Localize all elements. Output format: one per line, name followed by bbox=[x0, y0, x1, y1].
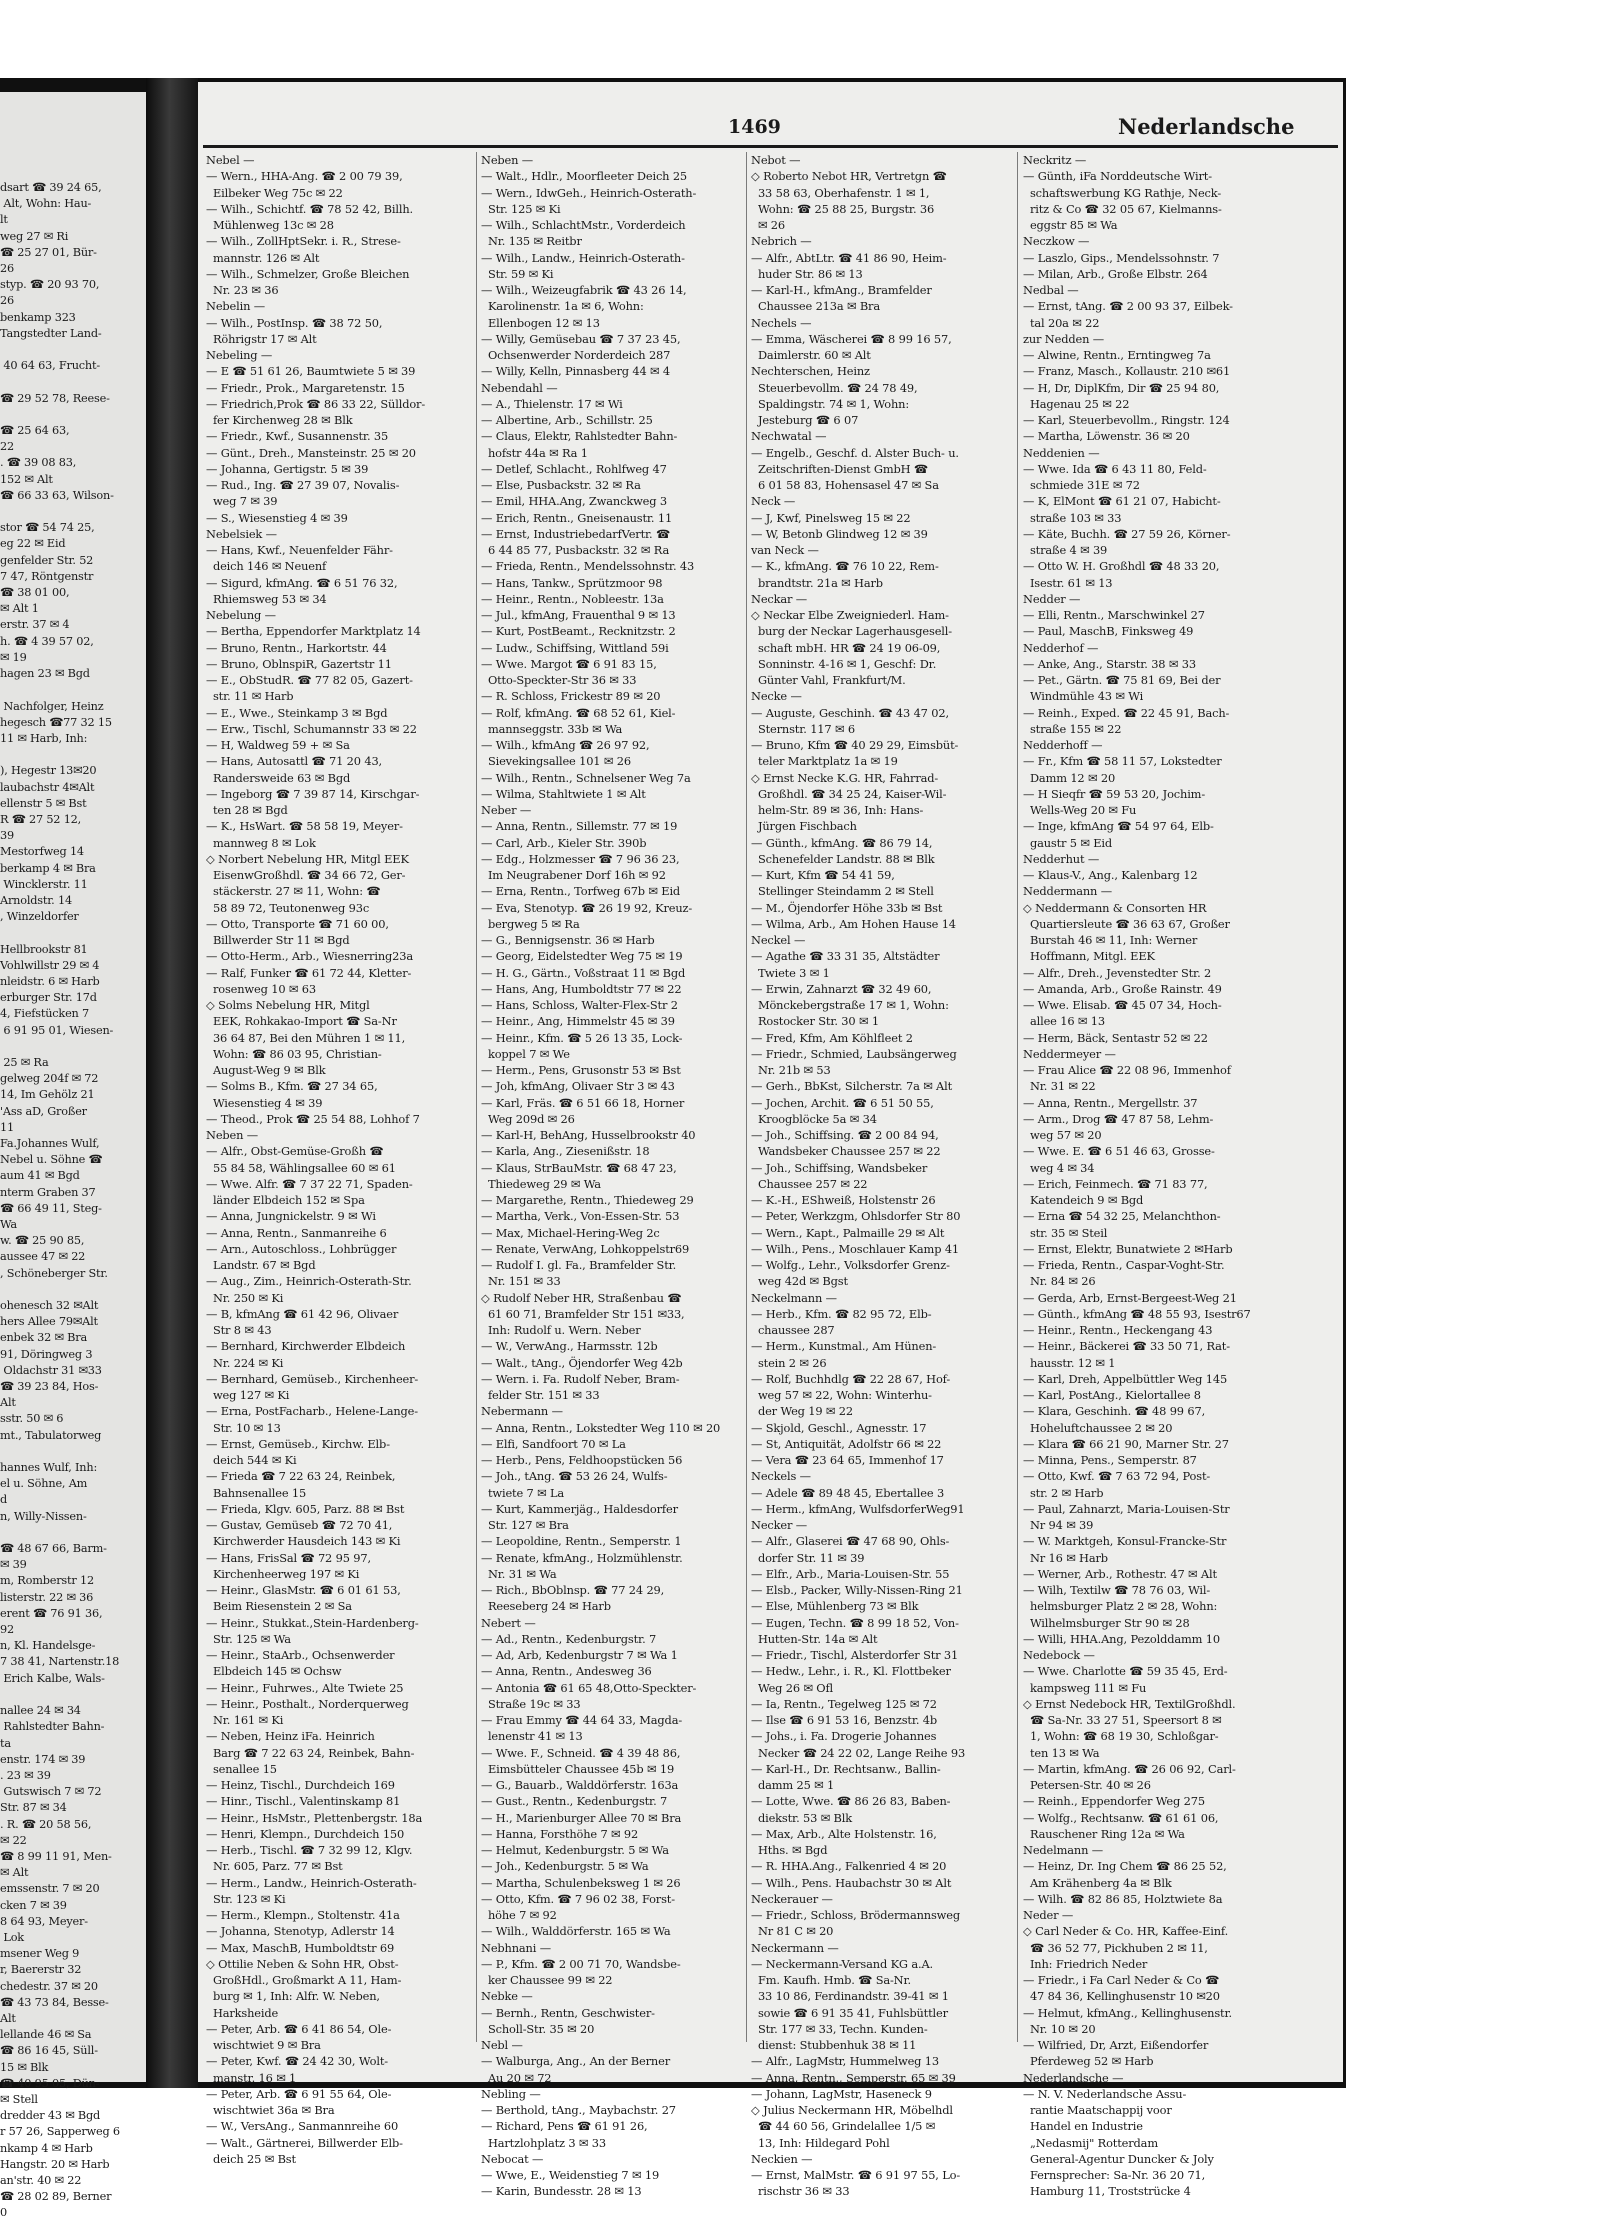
column-divider bbox=[476, 152, 477, 2042]
book-gutter bbox=[146, 78, 198, 2088]
header-rule bbox=[203, 145, 1338, 148]
directory-column-1: Nebel — — Wern., HHA-Ang. ☎ 2 00 79 39, Eilbeker Weg 75c ✉ 22 — Wilh., Schichtf. ☎ 78 52 42, Billh. Mühlenweg 13c ✉ 28 — Wilh., ZollHptSekr. i. R., Strese- mannstr. 126 ✉ Alt — Wilh., Schmelzer, Große Bleichen Nr. 23 ✉ 36 Nebelin — — Wilh., PostInsp. ☎ 38 72 50, Röhrigstr 17 ✉ Alt Nebeling — — E ☎ 51 61 26, Baumtwiete 5 ✉ 39 — Friedr., Prok., Margaretenstr. 15 — Friedrich,Prok ☎ 86 33 22, Sülldor- fer Kirchenweg 28 ✉ Blk — Friedr., Kwf., Susannenstr. 35 — Günt., Dreh., Mansteinstr. 25 ✉ 20 — Johanna, Gertigstr. 5 ✉ 39 — Rud., Ing. ☎ 27 39 07, Novalis- weg 7 ✉ 39 — S., Wiesenstieg 4 ✉ 39 Nebelsiek — — Hans, Kwf., Neuenfelder Fähr- deich 146 ✉ Neuenf — Sigurd, kfmAng. ☎ 6 51 76 32, Rhiemsweg 53 ✉ 34 Nebelung — — Bertha, Eppendorfer Marktplatz 14 — Bruno, Rentn., Harkortstr. 44 — Bruno, OblnspiR, Gazertstr 11 — E., ObStudR. ☎ 77 82 05, Gazert- str. 11 ✉ Harb — E., Wwe., Steinkamp 3 ✉ Bgd — Erw., Tischl, Schumannstr 33 ✉ 22 — H, Waldweg 59 + ✉ Sa — Hans, Autosattl ☎ 71 20 43, Randersweide 63 ✉ Bgd — Ingeborg ☎ 7 39 87 14, Kirschgar- ten 28 ✉ Bgd — K., HsWart. ☎ 58 58 19, Meyer- mannweg 8 ✉ Lok ◇ Norbert Nebelung HR, Mitgl EEK EisenwGroßhdl. ☎ 34 66 72, Ger- stäckerstr. 27 ✉ 11, Wohn: ☎ 58 89 72, Teutonenweg 93c — Otto, Transporte ☎ 71 60 00, Billwerder Str 11 ✉ Bgd — Otto-Herm., Arb., Wiesnerring23a — Ralf, Funker ☎ 61 72 44, Kletter- rosenweg 10 ✉ 63 ◇ Solms Nebelung HR, Mitgl EEK, Rohkakao-Import ☎ Sa-Nr 36 64 87, Bei den Mühren 1 ✉ 11, Wohn: ☎ 86 03 95, Christian- August-Weg 9 ✉ Blk — Solms B., Kfm. ☎ 27 34 65, Wiesenstieg 4 ✉ 39 — Theod., Prok ☎ 25 54 88, Lohhof 7 Neben — — Alfr., Obst-Gemüse-Großh ☎ 55 84 58, Wählingsallee 60 ✉ 61 — Wwe. Alfr. ☎ 7 37 22 71, Spaden- länder Elbdeich 152 ✉ Spa — Anna, Jungnickelstr. 9 ✉ Wi — Anna, Rentn., Sanmanreihe 6 — Arn., Autoschloss., Lohbrügger Landstr. 67 ✉ Bgd — Aug., Zim., Heinrich-Osterath-Str. Nr. 250 ✉ Ki — B, kfmAng ☎ 61 42 96, Olivaer Str 8 ✉ 43 — Bernhard, Kirchwerder Elbdeich Nr. 224 ✉ Ki — Bernhard, Gemüseb., Kirchenheer- weg 127 ✉ Ki — Erna, PostFacharb., Helene-Lange- Str. 10 ✉ 13 — Ernst, Gemüseb., Kirchw. Elb- deich 544 ✉ Ki — Frieda ☎ 7 22 63 24, Reinbek, Bahnsenallee 15 — Frieda, Klgv. 605, Parz. 88 ✉ Bst — Gustav, Gemüseb ☎ 72 70 41, Kirchwerder Hausdeich 143 ✉ Ki — Hans, FrisSal ☎ 72 95 97, Kirchenheerweg 197 ✉ Ki — Heinr., GlasMstr. ☎ 6 01 61 53, Beim Riesenstein 2 ✉ Sa — Heinr., Stukkat.,Stein-Hardenberg- Str. 125 ✉ Wa — Heinr., StaArb., Ochsenwerder Elbdeich 145 ✉ Ochsw — Heinr., Fuhrwes., Alte Twiete 25 — Heinr., Posthalt., Norderquerweg Nr. 161 ✉ Ki — Neben, Heinz iFa. Heinrich Barg ☎ 7 22 63 24, Reinbek, Bahn- senallee 15 — Heinz, Tischl., Durchdeich 169 — Hinr., Tischl., Valentinskamp 81 — Heinr., HsMstr., Plettenbergstr. 18a — Henri, Klempn., Durchdeich 150 — Herb., Tischl. ☎ 7 32 99 12, Klgv. Nr. 605, Parz. 77 ✉ Bst — Herm., Landw., Heinrich-Osterath- Str. 123 ✉ Ki — Herm., Klempn., Stoltenstr. 41a — Johanna, Stenotyp, Adlerstr 14 — Max, MaschB, Humboldtstr 69 ◇ Ottilie Neben & Sohn HR, Obst- GroßHdl., Großmarkt A 11, Ham- burg ✉ 1, Inh: Alfr. W. Neben, Harksheide — Peter, Arb. ☎ 6 41 86 54, Ole- wischtwiet 9 ✉ Bra — Peter, Kwf. ☎ 24 42 30, Wolt- manstr. 16 ✉ 1 — Peter, Arb. ☎ 6 91 55 64, Ole- wischtwiet 36a ✉ Bra — W., VersAng., Sanmannreihe 60 — Walt., Gärtnerei, Billwerder Elb- deich 25 ✉ Bst bbox=[206, 153, 426, 2166]
directory-page bbox=[198, 82, 1343, 2199]
left-page-text: dsart ☎ 39 24 65, Alt, Wohn: Hau- lt weg 27 ✉ Ri ☎ 25 27 01, Bür- 26 styp. ☎ 20 93 70, 26 benkamp 323 Tangstedter Land- 40 64 63, Frucht- ☎ 29 52 78, Reese- ☎ 25 64 63, 22 . ☎ 39 08 83, 152 ✉ Alt ☎ 66 33 63, Wilson- stor ☎ 54 74 25, eg 22 ✉ Eid genfelder Str. 52 7 47, Röntgenstr ☎ 38 01 00, ✉ Alt 1 erstr. 37 ✉ 4 h. ☎ 4 39 57 02, ✉ 19 hagen 23 ✉ Bgd Nachfolger, Heinz hegesch ☎77 32 15 11 ✉ Harb, Inh: ), Hegestr 13✉20 laubachstr 4✉Alt ellenstr 5 ✉ Bst R ☎ 27 52 12, 39 Mestorfweg 14 berkamp 4 ✉ Bra Wincklerstr. 11 Arnoldstr. 14 , Winzeldorfer Hellbrookstr 81 Vohlwillstr 29 ✉ 4 nleidstr. 6 ✉ Harb erburger Str. 17d 4, Fiefstücken 7 6 91 95 01, Wiesen- 25 ✉ Ra gelweg 204f ✉ 72 14, Im Gehölz 21 'Ass aD, Großer 11 Fa.Johannes Wulf, Nebel u. Söhne ☎ aum 41 ✉ Bgd nterm Graben 37 ☎ 66 49 11, Steg- Wa w. ☎ 25 90 85, aussee 47 ✉ 22 , Schöneberger Str. ohenesch 32 ✉Alt hers Allee 79✉Alt enbek 32 ✉ Bra 91, Döringweg 3 Oldachstr 31 ✉33 ☎ 39 23 84, Hos- Alt sstr. 50 ✉ 6 mt., Tabulatorweg hannes Wulf, Inh: el u. Söhne, Am d n, Willy-Nissen- ☎ 48 67 66, Barm- ✉ 39 m, Romberstr 12 listerstr. 22 ✉ 36 erent ☎ 76 91 36, 92 n, Kl. Handelsge- 7 38 41, Nartenstr.18 Erich Kalbe, Wals- nallee 24 ✉ 34 Rahlstedter Bahn- ta enstr. 174 ✉ 39 . 23 ✉ 39 Gutswisch 7 ✉ 72 Str. 87 ✉ 34 . R. ☎ 20 58 56, ✉ 22 ☎ 8 99 11 91, Men- ✉ Alt emssenstr. 7 ✉ 20 cken 7 ✉ 39 8 64 93, Meyer- Lok msener Weg 9 r, Baererstr 32 chedestr. 37 ✉ 20 ☎ 43 73 84, Besse- Alt lellande 46 ✉ Sa ☎ 86 16 45, Süll- 15 ✉ Blk ☎ 40 95 05, Dün- ✉ Stell dredder 43 ✉ Bgd r 57 26, Sapperweg 6 nkamp 4 ✉ Harb Hangstr. 20 ✉ Harb an'str. 40 ✉ 22 ☎ 28 02 89, Berner 0 bbox=[0, 181, 120, 2220]
running-head: Nederlandsche bbox=[1118, 114, 1295, 139]
left-page-fragment bbox=[0, 92, 148, 2220]
page-number: 1469 bbox=[728, 116, 781, 138]
column-divider bbox=[1017, 152, 1018, 2042]
directory-column-3: Nebot — ◇ Roberto Nebot HR, Vertretgn ☎ 33 58 63, Oberhafenstr. 1 ✉ 1, Wohn: ☎ 25 88 25, Burgstr. 36 ✉ 26 Nebrich — — Alfr., AbtLtr. ☎ 41 86 90, Heim- huder Str. 86 ✉ 13 — Karl-H., kfmAng., Bramfelder Chaussee 213a ✉ Bra Nechels — — Emma, Wäscherei ☎ 8 99 16 57, Daimlerstr. 60 ✉ Alt Nechterschen, Heinz Steuerbevollm. ☎ 24 78 49, Spaldingstr. 74 ✉ 1, Wohn: Jesteburg ☎ 6 07 Nechwatal — — Engelb., Geschf. d. Alster Buch- u. Zeitschriften-Dienst GmbH ☎ 6 01 58 83, Hohensasel 47 ✉ Sa Neck — — J, Kwf, Pinelsweg 15 ✉ 22 — W, Betonb Glindweg 12 ✉ 39 van Neck — — K., kfmAng. ☎ 76 10 22, Rem- brandtstr. 21a ✉ Harb Neckar — ◇ Neckar Elbe Zweigniederl. Ham- burg der Neckar Lagerhausgesell- schaft mbH. HR ☎ 24 19 06-09, Sonninstr. 4-16 ✉ 1, Geschf: Dr. Günter Vahl, Frankfurt/M. Necke — — Auguste, Geschinh. ☎ 43 47 02, Sternstr. 117 ✉ 6 — Bruno, Kfm ☎ 40 29 29, Eimsbüt- teler Marktplatz 1a ✉ 19 ◇ Ernst Necke K.G. HR, Fahrrad- Großhdl. ☎ 34 25 24, Kaiser-Wil- helm-Str. 89 ✉ 36, Inh: Hans- Jürgen Fischbach — Günth., kfmAng. ☎ 86 79 14, Schenefelder Landstr. 88 ✉ Blk — Kurt, Kfm ☎ 54 41 59, Stellinger Steindamm 2 ✉ Stell — M., Öjendorfer Höhe 33b ✉ Bst — Wilma, Arb., Am Hohen Hause 14 Neckel — — Agathe ☎ 33 31 35, Altstädter Twiete 3 ✉ 1 — Erwin, Zahnarzt ☎ 32 49 60, Mönckebergstraße 17 ✉ 1, Wohn: Rostocker Str. 30 ✉ 1 — Fred, Kfm, Am Köhlfleet 2 — Friedr., Schmied, Laubsängerweg Nr. 21b ✉ 53 — Gerh., BbKst, Silcherstr. 7a ✉ Alt — Jochen, Archit. ☎ 6 51 50 55, Kroogblöcke 5a ✉ 34 — Joh., Schiffsing. ☎ 2 00 84 94, Wandsbeker Chaussee 257 ✉ 22 — Joh., Schiffsing, Wandsbeker Chaussee 257 ✉ 22 — K.-H., EShweiß, Holstenstr 26 — Peter, Werkzgm, Ohlsdorfer Str 80 — Wern., Kapt., Palmaille 29 ✉ Alt — Wilh., Pens., Moschlauer Kamp 41 — Wolfg., Lehr., Volksdorfer Grenz- weg 42d ✉ Bgst Neckelmann — — Herb., Kfm. ☎ 82 95 72, Elb- chaussee 287 — Herm., Kunstmal., Am Hünen- stein 2 ✉ 26 — Rolf, Buchhdlg ☎ 22 28 67, Hof- weg 57 ✉ 22, Wohn: Winterhu- der Weg 19 ✉ 22 — Skjold, Geschl., Agnesstr. 17 — St, Antiquität, Adolfstr 66 ✉ 22 — Vera ☎ 23 64 65, Immenhof 17 Neckels — — Adele ☎ 89 48 45, Ebertallee 3 — Herm., kfmAng, WulfsdorferWeg91 Necker — — Alfr., Glaserei ☎ 47 68 90, Ohls- dorfer Str. 11 ✉ 39 — Elfr., Arb., Maria-Louisen-Str. 55 — Elsb., Packer, Willy-Nissen-Ring 21 — Else, Mühlenberg 73 ✉ Blk — Eugen, Techn. ☎ 8 99 18 52, Von- Hutten-Str. 14a ✉ Alt — Friedr., Tischl, Alsterdorfer Str 31 — Hedw., Lehr., i. R., Kl. Flottbeker Weg 26 ✉ Ofl — Ia, Rentn., Tegelweg 125 ✉ 72 — Ilse ☎ 6 91 53 16, Benzstr. 4b — Johs., i. Fa. Drogerie Johannes Necker ☎ 24 22 02, Lange Reihe 93 — Karl-H., Dr. Rechtsanw., Ballin- damm 25 ✉ 1 — Lotte, Wwe. ☎ 86 26 83, Baben- diekstr. 53 ✉ Blk — Max, Arb., Alte Holstenstr. 16, Hths. ✉ Bgd — R. HHA.Ang., Falkenried 4 ✉ 20 — Wilh., Pens. Haubachstr 30 ✉ Alt Neckerauer — — Friedr., Schloss, Brödermannsweg Nr 81 C ✉ 20 Neckermann — — Neckermann-Versand KG a.A. Fm. Kaufh. Hmb. ☎ Sa-Nr. 33 10 86, Ferdinandstr. 39-41 ✉ 1 sowie ☎ 6 91 35 41, Fuhlsbüttler Str. 177 ✉ 33, Techn. Kunden- dienst: Stubbenhuk 38 ✉ 11 — Alfr., LagMstr, Hummelweg 13 — Anna, Rentn., Semperstr. 65 ✉ 39 — Johann, LagMstr, Haseneck 9 ◇ Julius Neckermann HR, Möbelhdl ☎ 44 60 56, Grindelallee 1/5 ✉ 13, Inh: Hildegard Pohl Neckien — — Ernst, MalMstr. ☎ 6 91 97 55, Lo- rischstr 36 ✉ 33 bbox=[751, 153, 966, 2199]
column-divider bbox=[746, 152, 747, 2042]
directory-column-2: Neben — — Walt., Hdlr., Moorfleeter Deich 25 — Wern., IdwGeh., Heinrich-Osterath- Str. 125 ✉ Ki — Wilh., SchlachtMstr., Vorderdeich Nr. 135 ✉ Reitbr — Wilh., Landw., Heinrich-Osterath- Str. 59 ✉ Ki — Wilh., Weizeugfabrik ☎ 43 26 14, Karolinenstr. 1a ✉ 6, Wohn: Ellenbogen 12 ✉ 13 — Willy, Gemüsebau ☎ 7 37 23 45, Ochsenwerder Norderdeich 287 — Willy, Kelln, Pinnasberg 44 ✉ 4 Nebendahl — — A., Thielenstr. 17 ✉ Wi — Albertine, Arb., Schillstr. 25 — Claus, Elektr, Rahlstedter Bahn- hofstr 44a ✉ Ra 1 — Detlef, Schlacht., Rohlfweg 47 — Else, Pusbackstr. 32 ✉ Ra — Emil, HHA.Ang, Zwanckweg 3 — Erich, Rentn., Gneisenaustr. 11 — Ernst, IndustriebedarfVertr. ☎ 6 44 85 77, Pusbackstr. 32 ✉ Ra — Frieda, Rentn., Mendelssohnstr. 43 — Hans, Tankw., Sprützmoor 98 — Heinr., Rentn., Nobleestr. 13a — Jul., kfmAng, Frauenthal 9 ✉ 13 — Kurt, PostBeamt., Recknitzstr. 2 — Ludw., Schiffsing, Wittland 59i — Wwe. Margot ☎ 6 91 83 15, Otto-Speckter-Str 36 ✉ 33 — R. Schloss, Frickestr 89 ✉ 20 — Rolf, kfmAng. ☎ 68 52 61, Kiel- mannseggstr. 33b ✉ Wa — Wilh., kfmAng ☎ 26 97 92, Sievekingsallee 101 ✉ 26 — Wilh., Rentn., Schnelsener Weg 7a — Wilma, Stahltwiete 1 ✉ Alt Neber — — Anna, Rentn., Sillemstr. 77 ✉ 19 — Carl, Arb., Kieler Str. 390b — Edg., Holzmesser ☎ 7 96 36 23, Im Neugrabener Dorf 16h ✉ 92 — Erna, Rentn., Torfweg 67b ✉ Eid — Eva, Stenotyp. ☎ 26 19 92, Kreuz- bergweg 5 ✉ Ra — G., Bennigsenstr. 36 ✉ Harb — Georg, Eidelstedter Weg 75 ✉ 19 — H. G., Gärtn., Voßstraat 11 ✉ Bgd — Hans, Ang, Humboldtstr 77 ✉ 22 — Hans, Schloss, Walter-Flex-Str 2 — Heinr., Ang, Himmelstr 45 ✉ 39 — Heinr., Kfm. ☎ 5 26 13 35, Lock- koppel 7 ✉ We — Herm., Pens, Grusonstr 53 ✉ Bst — Joh, kfmAng, Olivaer Str 3 ✉ 43 — Karl, Fräs. ☎ 6 51 66 18, Horner Weg 209d ✉ 26 — Karl-H, BehAng, Husselbrookstr 40 — Karla, Ang., Ziesenißstr. 18 — Klaus, StrBauMstr. ☎ 68 47 23, Thiedeweg 29 ✉ Wa — Margarethe, Rentn., Thiedeweg 29 — Martha, Verk., Von-Essen-Str. 53 — Max, Michael-Hering-Weg 2c — Renate, VerwAng, Lohkoppelstr69 — Rudolf I. gl. Fa., Bramfelder Str. Nr. 151 ✉ 33 ◇ Rudolf Neber HR, Straßenbau ☎ 61 60 71, Bramfelder Str 151 ✉33, Inh: Rudolf u. Wern. Neber — W., VerwAng., Harmsstr. 12b — Walt., tAng., Öjendorfer Weg 42b — Wern. i. Fa. Rudolf Neber, Bram- felder Str. 151 ✉ 33 Nebermann — — Anna, Rentn., Lokstedter Weg 110 ✉ 20 — Elfi, Sandfoort 70 ✉ La — Herb., Pens, Feldhoopstücken 56 — Joh., tAng. ☎ 53 26 24, Wulfs- twiete 7 ✉ La — Kurt, Kammerjäg., Haldesdorfer Str. 127 ✉ Bra — Leopoldine, Rentn., Semperstr. 1 — Renate, kfmAng., Holzmühlenstr. Nr. 31 ✉ Wa — Rich., BbOblnsp. ☎ 77 24 29, Reeseberg 24 ✉ Harb Nebert — — Ad., Rentn., Kedenburgstr. 7 — Ad, Arb, Kedenburgstr 7 ✉ Wa 1 — Anna, Rentn., Andesweg 36 — Antonia ☎ 61 65 48,Otto-Speckter- Straße 19c ✉ 33 — Frau Emmy ☎ 44 64 33, Magda- lenenstr 41 ✉ 13 — Wwe. F., Schneid. ☎ 4 39 48 86, Eimsbütteler Chaussee 45b ✉ 19 — G., Bauarb., Walddörferstr. 163a — Gust., Rentn., Kedenburgstr. 7 — H., Marienburger Allee 70 ✉ Bra — Hanna, Forsthöhe 7 ✉ 92 — Helmut, Kedenburgstr. 5 ✉ Wa — Joh., Kedenburgstr. 5 ✉ Wa — Martha, Schulenbeksweg 1 ✉ 26 — Otto, Kfm. ☎ 7 96 02 38, Forst- höhe 7 ✉ 92 — Wilh., Walddörferstr. 165 ✉ Wa Nebhnani — — P., Kfm. ☎ 2 00 71 70, Wandsbe- ker Chaussee 99 ✉ 22 Nebke — — Bernh., Rentn, Geschwister- Scholl-Str. 35 ✉ 20 Nebl — — Walburga, Ang., An der Berner Au 20 ✉ 72 Nebling — — Berthold, tAng., Maybachstr. 27 — Richard, Pens ☎ 61 91 26, Hartzlohplatz 3 ✉ 33 Nebocat — — Wwe, E., Weidenstieg 7 ✉ 19 — Karin, Bundesstr. 28 ✉ 13 bbox=[481, 153, 721, 2199]
directory-column-4: Neckritz — — Günth, iFa Norddeutsche Wirt- schaftswerbung KG Rathje, Neck- ritz & Co ☎ 32 05 67, Kielmanns- eggstr 85 ✉ Wa Neczkow — — Laszlo, Gips., Mendelssohnstr. 7 — Milan, Arb., Große Elbstr. 264 Nedbal — — Ernst, tAng. ☎ 2 00 93 37, Eilbek- tal 20a ✉ 22 zur Nedden — — Alwine, Rentn., Erntingweg 7a — Franz, Masch., Kollaustr. 210 ✉61 — H, Dr, DiplKfm, Dir ☎ 25 94 80, Hagenau 25 ✉ 22 — Karl, Steuerbevollm., Ringstr. 124 — Martha, Löwenstr. 36 ✉ 20 Neddenien — — Wwe. Ida ☎ 6 43 11 80, Feld- schmiede 31E ✉ 72 — K, ElMont ☎ 61 21 07, Habicht- straße 103 ✉ 33 — Käte, Buchh. ☎ 27 59 26, Körner- straße 4 ✉ 39 — Otto W. H. Großhdl ☎ 48 33 20, Isestr. 61 ✉ 13 Nedder — — Elli, Rentn., Marschwinkel 27 — Paul, MaschB, Finksweg 49 Nedderhof — — Anke, Ang., Starstr. 38 ✉ 33 — Pet., Gärtn. ☎ 75 81 69, Bei der Windmühle 43 ✉ Wi — Reinh., Exped. ☎ 22 45 91, Bach- straße 155 ✉ 22 Nedderhoff — — Fr., Kfm ☎ 58 11 57, Lokstedter Damm 12 ✉ 20 — H Sieqfr ☎ 59 53 20, Jochim- Wells-Weg 20 ✉ Fu — Inge, kfmAng ☎ 54 97 64, Elb- gaustr 5 ✉ Eid Nedderhut — — Klaus-V., Ang., Kalenbarg 12 Neddermann — ◇ Neddermann & Consorten HR Quartiersleute ☎ 36 63 67, Großer Burstah 46 ✉ 11, Inh: Werner Hoffmann, Mitgl. EEK — Alfr., Dreh., Jevenstedter Str. 2 — Amanda, Arb., Große Rainstr. 49 — Wwe. Elisab. ☎ 45 07 34, Hoch- allee 16 ✉ 13 — Herm, Bäck, Sentastr 52 ✉ 22 Neddermeyer — — Frau Alice ☎ 22 08 96, Immenhof Nr. 31 ✉ 22 — Anna, Rentn., Mergellstr. 37 — Arm., Drog ☎ 47 87 58, Lehm- weg 57 ✉ 20 — Wwe. E. ☎ 6 51 46 63, Grosse- weg 4 ✉ 34 — Erich, Feinmech. ☎ 71 83 77, Katendeich 9 ✉ Bgd — Erna ☎ 54 32 25, Melanchthon- str. 35 ✉ Steil — Ernst, Elektr, Bunatwiete 2 ✉Harb — Frieda, Rentn., Caspar-Voght-Str. Nr. 84 ✉ 26 — Gerda, Arb, Ernst-Bergeest-Weg 21 — Günth., kfmAng ☎ 48 55 93, Isestr67 — Heinr., Rentn., Heckengang 43 — Heinr., Bäckerei ☎ 33 50 71, Rat- hausstr. 12 ✉ 1 — Karl, Dreh, Appelbüttler Weg 145 — Karl, PostAng., Kielortallee 8 — Klara, Geschinh. ☎ 48 99 67, Hoheluftchaussee 2 ✉ 20 — Klara ☎ 66 21 90, Marner Str. 27 — Minna, Pens., Semperstr. 87 — Otto, Kwf. ☎ 7 63 72 94, Post- str. 2 ✉ Harb — Paul, Zahnarzt, Maria-Louisen-Str Nr 94 ✉ 39 — W. Marktgeh, Konsul-Francke-Str Nr 16 ✉ Harb — Werner, Arb., Rothestr. 47 ✉ Alt — Wilh, Textilw ☎ 78 76 03, Wil- helmsburger Platz 2 ✉ 28, Wohn: Wilhelmsburger Str 90 ✉ 28 — Willi, HHA.Ang, Pezolddamm 10 Nedebock — — Wwe. Charlotte ☎ 59 35 45, Erd- kampsweg 111 ✉ Fu ◇ Ernst Nedebock HR, TextilGroßhdl. ☎ Sa-Nr. 33 27 51, Speersort 8 ✉ 1, Wohn: ☎ 68 19 30, Schloßgar- ten 13 ✉ Wa — Martin, kfmAng. ☎ 26 06 92, Carl- Petersen-Str. 40 ✉ 26 — Reinh., Eppendorfer Weg 275 — Wolfg., Rechtsanw. ☎ 61 61 06, Rauschener Ring 12a ✉ Wa Nedelmann — — Heinz, Dr. Ing Chem ☎ 86 25 52, Am Krähenberg 4a ✉ Blk — Wilh. ☎ 82 86 85, Holztwiete 8a Neder — ◇ Carl Neder & Co. HR, Kaffee-Einf. ☎ 36 52 77, Pickhuben 2 ✉ 11, Inh: Friedrich Neder — Friedr., i Fa Carl Neder & Co ☎ 47 84 36, Kellinghusenstr 10 ✉20 — Helmut, kfmAng., Kellinghusenstr. Nr. 10 ✉ 20 — Wilfried, Dr, Arzt, Eißendorfer Pferdeweg 52 ✉ Harb Nederlandsche — — N. V. Nederlandsche Assu- rantie Maatschappij voor Handel en Industrie „Nedasmij" Rotterdam General-Agentur Duncker & Joly Fernsprecher: Sa-Nr. 36 20 71, Hamburg 11, Troststrücke 4 bbox=[1023, 153, 1251, 2199]
